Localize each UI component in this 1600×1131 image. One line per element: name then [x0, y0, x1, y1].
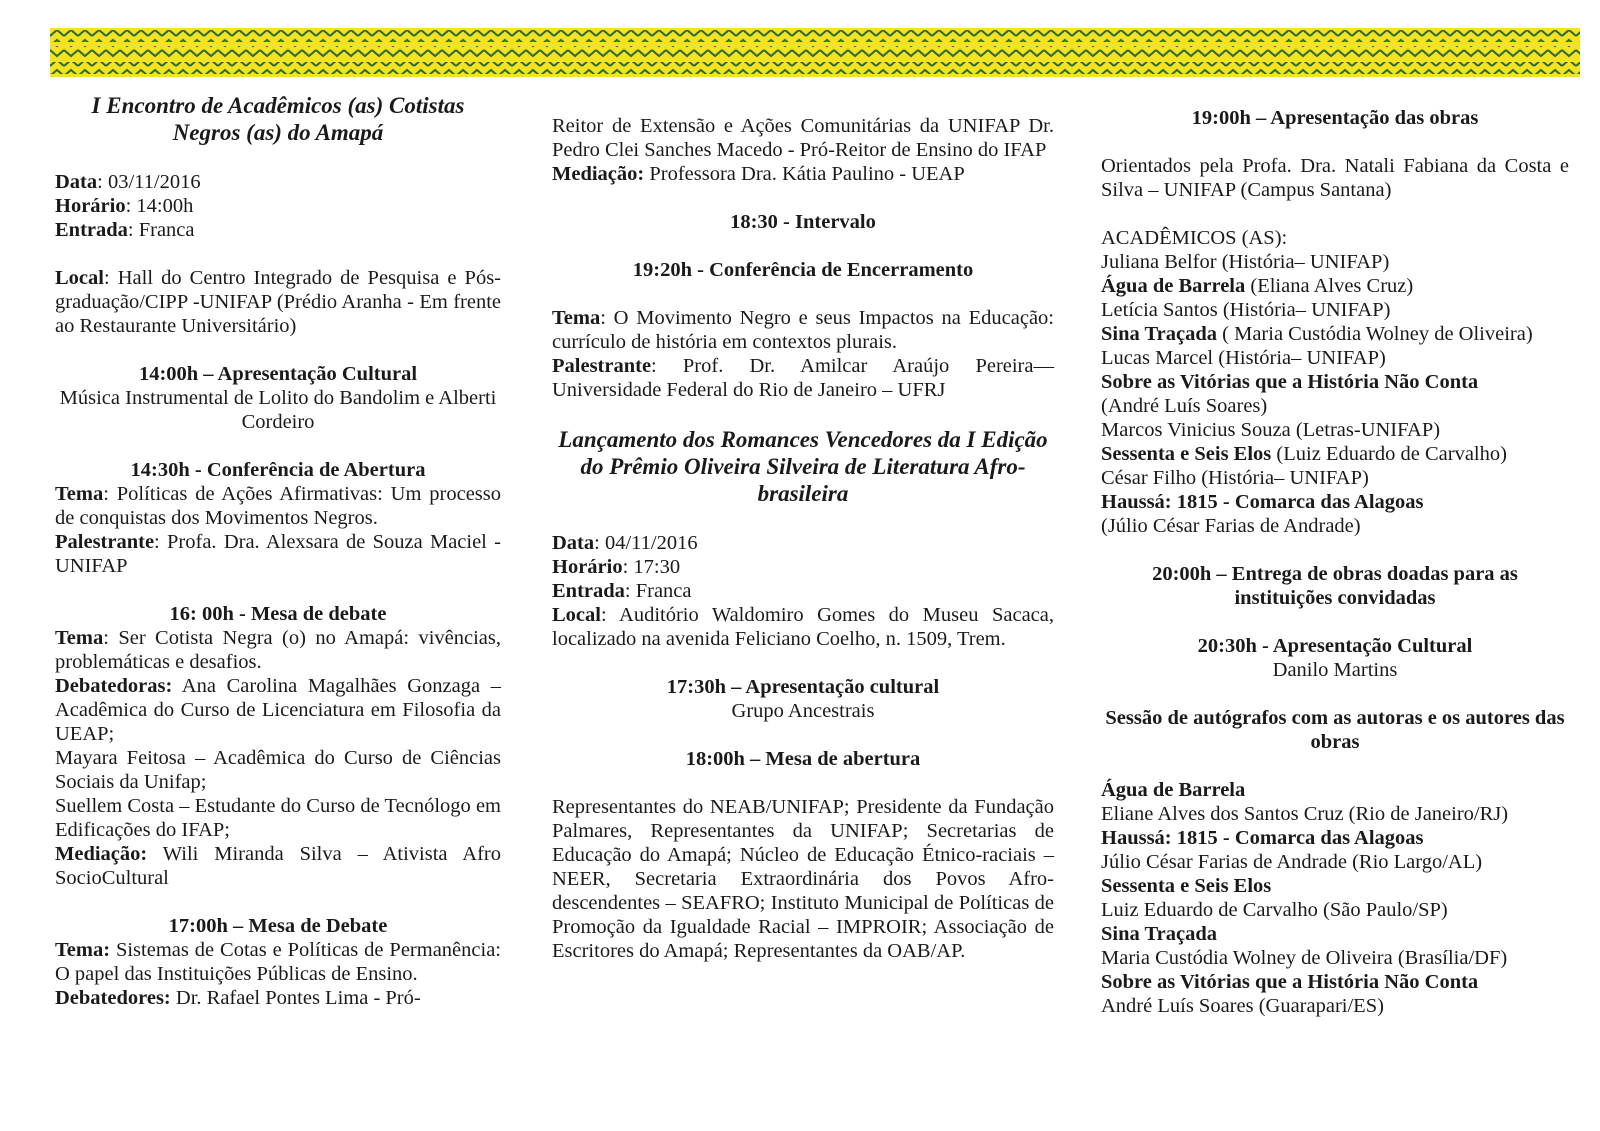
academic-line: Juliana Belfor (História– UNIFAP)	[1101, 251, 1390, 273]
column-middle	[552, 114, 1054, 963]
session-heading: 19:00h – Apresentação das obras	[1191, 107, 1479, 129]
work-author: Luiz Eduardo de Carvalho (São Paulo/SP)	[1101, 899, 1448, 921]
academic-line: Letícia Santos (História– UNIFAP)	[1101, 299, 1391, 321]
academic-line: Lucas Marcel (História– UNIFAP)	[1101, 347, 1386, 369]
orientation-text: Orientados pela Profa. Dra. Natali Fabiana da Costa e Silva – UNIFAP (Campus Santana)	[1101, 155, 1569, 201]
session-heading: 18:30 - Intervalo	[730, 211, 876, 233]
session-heading: 16: 00h - Mesa de debate	[169, 603, 387, 625]
time-line: Horário: 17:30	[552, 556, 681, 578]
time-line: Horário: 14:00h	[55, 195, 194, 217]
column-left	[55, 92, 501, 1010]
representatives-text: Representantes do NEAB/UNIFAP; Presidente da Fundação Palmares, Representantes da UNIFAP; Secretarias de Educação do Amapá; Núcleo de Educação Étnico-raciais – NEER, Secretaria Extraordinária dos Povos Afro-descendentes – SEAFRO; Instituto Municipal de Políticas de Promoção da Igualdade Racial – IMPROIR; Associação de Escritores do Amapá; Representantes da OAB/AP.	[552, 796, 1054, 962]
theme-line: Tema: O Movimento Negro e seus Impactos na Educação: currículo de história em contextos plurais.	[552, 307, 1054, 353]
session-text: Música Instrumental de Lolito do Bandolim e Alberti Cordeiro	[59, 387, 497, 433]
academic-line: Marcos Vinicius Souza (Letras-UNIFAP)	[1101, 419, 1441, 441]
date-line: Data: 04/11/2016	[552, 532, 698, 554]
theme-line: Tema: Políticas de Ações Afirmativas: Um processo de conquistas dos Movimentos Negros.	[55, 483, 501, 529]
work-author: (Júlio César Farias de Andrade)	[1101, 515, 1361, 537]
mediation-line: Mediação: Wili Miranda Silva – Ativista Afro SocioCultural	[55, 843, 501, 889]
work-title: Água de Barrela	[1101, 779, 1246, 801]
session-heading: 18:00h – Mesa de abertura	[685, 748, 921, 770]
work-title: Haussá: 1815 - Comarca das Alagoas	[1101, 491, 1424, 513]
entry-line: Entrada: Franca	[552, 580, 692, 602]
academics-label: ACADÊMICOS (AS):	[1101, 227, 1288, 249]
work-author: Eliane Alves dos Santos Cruz (Rio de Janeiro/RJ)	[1101, 803, 1509, 825]
session-text: Grupo Ancestrais	[731, 700, 875, 722]
date-line: Data: 03/11/2016	[55, 171, 201, 193]
debaters-continued: Reitor de Extensão e Ações Comunitárias da UNIFAP Dr. Pedro Clei Sanches Macedo - Pró-Reitor de Ensino do IFAP	[552, 115, 1054, 161]
autograph-heading: Sessão de autógrafos com as autoras e os autores das obras	[1105, 707, 1565, 753]
launch-title: Lançamento dos Romances Vencedores da I Edição do Prêmio Oliveira Silveira de Literatura Afro-brasileira	[558, 427, 1048, 506]
work-title: Sessenta e Seis Elos	[1101, 875, 1272, 897]
work-author: Júlio César Farias de Andrade (Rio Largo/AL)	[1101, 851, 1483, 873]
work-title: Haussá: 1815 - Comarca das Alagoas	[1101, 827, 1424, 849]
speaker-line: Palestrante: Profa. Dra. Alexsara de Souza Maciel - UNIFAP	[55, 531, 501, 577]
column-right	[1101, 106, 1569, 1018]
work-line: Sina Traçada ( Maria Custódia Wolney de Oliveira)	[1101, 323, 1533, 345]
work-title: Sobre as Vitórias que a História Não Conta	[1101, 971, 1479, 993]
work-line: Água de Barrela (Eliana Alves Cruz)	[1101, 275, 1414, 297]
session-heading: 17:00h – Mesa de Debate	[168, 915, 388, 937]
work-author: Maria Custódia Wolney de Oliveira (Brasília/DF)	[1101, 947, 1508, 969]
debater-line: Mayara Feitosa – Acadêmica do Curso de Ciências Sociais da Unifap;	[55, 747, 501, 793]
entry-line: Entrada: Franca	[55, 219, 195, 241]
work-author: André Luís Soares (Guarapari/ES)	[1101, 995, 1384, 1017]
speaker-line: Palestrante: Prof. Dr. Amilcar Araújo Pereira— Universidade Federal do Rio de Janeiro – UFRJ	[552, 355, 1054, 401]
debaters-line: Debatedores: Dr. Rafael Pontes Lima - Pró-	[55, 987, 421, 1009]
mediation-line: Mediação: Professora Dra. Kátia Paulino - UEAP	[552, 163, 965, 185]
event-title: I Encontro de Acadêmicos (as) Cotistas Negros (as) do Amapá	[91, 93, 465, 145]
work-author: (André Luís Soares)	[1101, 395, 1268, 417]
theme-line: Tema: Sistemas de Cotas e Políticas de Permanência: O papel das Instituições Públicas de Ensino.	[55, 939, 501, 985]
session-heading: 14:30h - Conferência de Abertura	[130, 459, 426, 481]
session-heading: 20:30h - Apresentação Cultural	[1197, 635, 1473, 657]
work-line: Sessenta e Seis Elos (Luiz Eduardo de Carvalho)	[1101, 443, 1507, 465]
session-text: Danilo Martins	[1272, 659, 1398, 681]
debaters-line: Debatedoras: Ana Carolina Magalhães Gonzaga – Acadêmica do Curso de Licenciatura em Filosofia da UEAP;	[55, 675, 501, 745]
debater-line: Suellem Costa – Estudante do Curso de Tecnólogo em Edificações do IFAP;	[55, 795, 501, 841]
location-line: Local: Auditório Waldomiro Gomes do Museu Sacaca, localizado na avenida Feliciano Coelho, n. 1509, Trem.	[552, 604, 1054, 650]
location-line: Local: Hall do Centro Integrado de Pesquisa e Pós-graduação/CIPP -UNIFAP (Prédio Aranha - Em frente ao Restaurante Universitário)	[55, 267, 501, 337]
academic-line: César Filho (História– UNIFAP)	[1101, 467, 1369, 489]
decorative-border	[50, 28, 1580, 77]
theme-line: Tema: Ser Cotista Negra (o) no Amapá: vivências, problemáticas e desafios.	[55, 627, 501, 673]
session-heading: 17:30h – Apresentação cultural	[666, 676, 940, 698]
session-heading: 20:00h – Entrega de obras doadas para as instituições convidadas	[1152, 563, 1518, 609]
session-heading: 19:20h - Conferência de Encerramento	[632, 259, 974, 281]
session-heading: 14:00h – Apresentação Cultural	[138, 363, 418, 385]
work-title: Sina Traçada	[1101, 923, 1218, 945]
work-title: Sobre as Vitórias que a História Não Conta	[1101, 371, 1479, 393]
